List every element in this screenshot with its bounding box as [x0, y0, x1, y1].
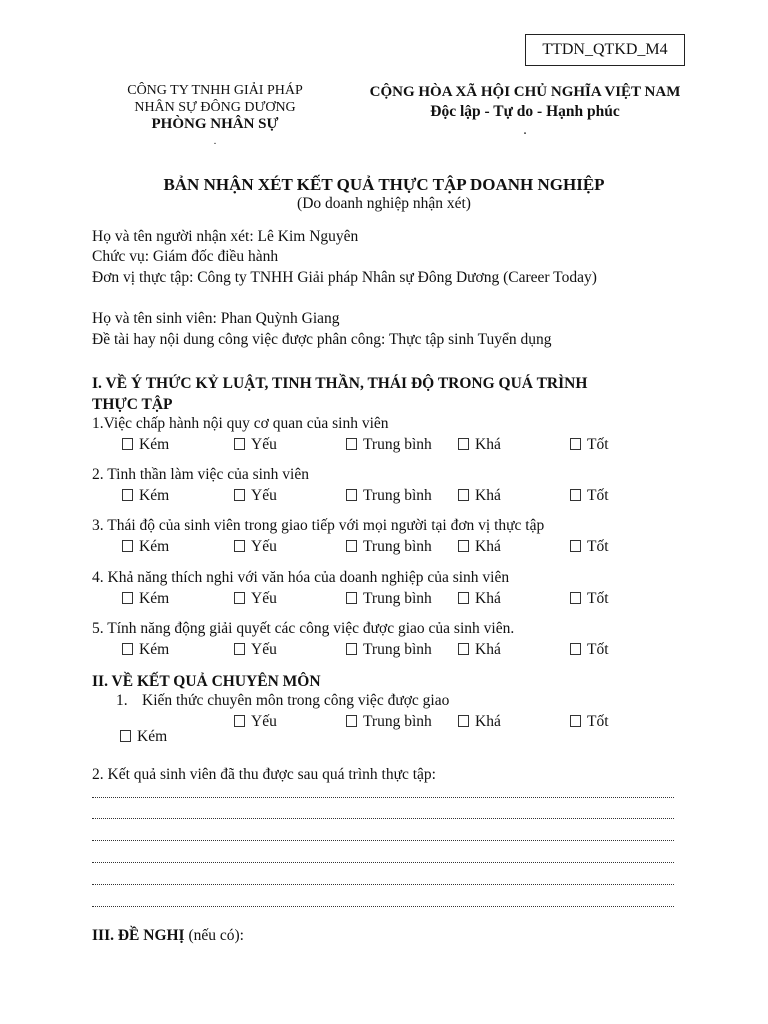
checkbox-icon[interactable]: [346, 540, 357, 552]
s2-question-1: Kiến thức chuyên môn trong công việc được giao: [142, 692, 450, 709]
form-code: TTDN_QTKD_M4: [542, 41, 668, 58]
checkbox-icon[interactable]: [122, 540, 133, 552]
checkbox-icon[interactable]: [234, 643, 245, 655]
company-name-line1: CÔNG TY TNHH GIẢI PHÁP: [127, 83, 303, 98]
checkbox-icon[interactable]: [122, 489, 133, 501]
question-4: 4. Khả năng thích nghi với văn hóa của doanh nghiệp của sinh viên: [92, 569, 510, 586]
section1-title-line2: THỰC TẬP: [92, 396, 173, 413]
q4-option-trung-binh[interactable]: Trung bình: [346, 590, 432, 608]
q2-option-kem[interactable]: Kém: [122, 487, 169, 505]
q5-option-yeu[interactable]: Yếu: [234, 641, 277, 659]
s2-question-2: 2. Kết quả sinh viên đã thu được sau quá trình thực tập:: [92, 766, 436, 783]
checkbox-icon[interactable]: [458, 438, 469, 450]
student-name: Họ và tên sinh viên: Phan Quỳnh Giang: [92, 310, 340, 327]
answer-line-2[interactable]: [92, 818, 674, 819]
q3-option-trung-binh[interactable]: Trung bình: [346, 538, 432, 556]
checkbox-icon[interactable]: [122, 592, 133, 604]
q2-option-trung-binh[interactable]: Trung bình: [346, 487, 432, 505]
checkbox-icon[interactable]: [346, 489, 357, 501]
checkbox-icon[interactable]: [234, 592, 245, 604]
checkbox-icon[interactable]: [120, 730, 131, 742]
national-header: [355, 82, 695, 142]
q4-option-yeu[interactable]: Yếu: [234, 590, 277, 608]
s2q1-option-kha[interactable]: Khá: [458, 713, 501, 731]
answer-line-4[interactable]: [92, 862, 674, 863]
q1-option-tot[interactable]: Tốt: [570, 436, 609, 454]
s2q1-option-yeu[interactable]: Yếu: [234, 713, 277, 731]
s2q1-option-trung-binh[interactable]: Trung bình: [346, 713, 432, 731]
q1-option-kem[interactable]: Kém: [122, 436, 169, 454]
checkbox-icon[interactable]: [234, 715, 245, 727]
question-2: 2. Tinh thần làm việc của sinh viên: [92, 466, 309, 483]
q3-option-yeu[interactable]: Yếu: [234, 538, 277, 556]
s2-question-1-number: 1.: [116, 692, 128, 709]
q5-option-kem[interactable]: Kém: [122, 641, 169, 659]
s2q1-option-kem[interactable]: Kém: [120, 728, 167, 746]
q1-option-kha[interactable]: Khá: [458, 436, 501, 454]
form-code-box: [525, 34, 685, 66]
section2-title: II. VỀ KẾT QUẢ CHUYÊN MÔN: [92, 673, 321, 690]
q4-option-tot[interactable]: Tốt: [570, 590, 609, 608]
q2-option-tot[interactable]: Tốt: [570, 487, 609, 505]
q2-option-kha[interactable]: Khá: [458, 487, 501, 505]
section3-note: (nếu có):: [188, 927, 244, 944]
answer-line-6[interactable]: [92, 906, 674, 907]
checkbox-icon[interactable]: [458, 489, 469, 501]
answer-line-1[interactable]: [92, 797, 674, 798]
checkbox-icon[interactable]: [458, 592, 469, 604]
checkbox-icon[interactable]: [458, 643, 469, 655]
q2-option-yeu[interactable]: Yếu: [234, 487, 277, 505]
section3-title: III. ĐỀ NGHỊ: [92, 927, 185, 944]
national-motto: Độc lập - Tự do - Hạnh phúc: [430, 103, 620, 120]
checkbox-icon[interactable]: [234, 438, 245, 450]
document-subtitle: (Do doanh nghiệp nhận xét): [297, 195, 471, 212]
document-title: BẢN NHẬN XÉT KẾT QUẢ THỰC TẬP DOANH NGHIỆP: [163, 175, 605, 194]
checkbox-icon[interactable]: [458, 540, 469, 552]
company-name-line2: NHÂN SỰ ĐÔNG DƯƠNG: [134, 100, 296, 115]
checkbox-icon[interactable]: [570, 715, 581, 727]
header-dot: .: [213, 136, 217, 147]
q1-option-trung-binh[interactable]: Trung bình: [346, 436, 432, 454]
checkbox-icon[interactable]: [346, 715, 357, 727]
section1-title: [92, 373, 587, 415]
section3-heading: [92, 927, 244, 945]
internship-unit: Đơn vị thực tập: Công ty TNHH Giải pháp Nhân sự Đông Dương (Career Today): [92, 269, 597, 286]
checkbox-icon[interactable]: [570, 540, 581, 552]
checkbox-icon[interactable]: [234, 540, 245, 552]
q5-option-trung-binh[interactable]: Trung bình: [346, 641, 432, 659]
checkbox-icon[interactable]: [346, 592, 357, 604]
company-header: [90, 82, 340, 150]
assigned-topic: Đề tài hay nội dung công việc được phân công: Thực tập sinh Tuyển dụng: [92, 331, 552, 348]
s2q1-option-tot[interactable]: Tốt: [570, 713, 609, 731]
reviewer-position: Chức vụ: Giám đốc điều hành: [92, 248, 279, 265]
answer-line-5[interactable]: [92, 884, 674, 885]
checkbox-icon[interactable]: [570, 643, 581, 655]
checkbox-icon[interactable]: [570, 438, 581, 450]
q4-option-kem[interactable]: Kém: [122, 590, 169, 608]
checkbox-icon[interactable]: [122, 438, 133, 450]
department-name: PHÒNG NHÂN SỰ: [151, 116, 279, 132]
q3-option-kha[interactable]: Khá: [458, 538, 501, 556]
checkbox-icon[interactable]: [346, 643, 357, 655]
checkbox-icon[interactable]: [570, 592, 581, 604]
checkbox-icon[interactable]: [346, 438, 357, 450]
checkbox-icon[interactable]: [234, 489, 245, 501]
question-5: 5. Tính năng động giải quyết các công việc được giao của sinh viên.: [92, 620, 515, 637]
q3-option-tot[interactable]: Tốt: [570, 538, 609, 556]
answer-line-3[interactable]: [92, 840, 674, 841]
question-3: 3. Thái độ của sinh viên trong giao tiếp với mọi người tại đơn vị thực tập: [92, 517, 545, 534]
reviewer-name: Họ và tên người nhận xét: Lê Kim Nguyên: [92, 228, 359, 245]
checkbox-icon[interactable]: [122, 643, 133, 655]
checkbox-icon[interactable]: [458, 715, 469, 727]
q1-option-yeu[interactable]: Yếu: [234, 436, 277, 454]
motto-dot: .: [523, 126, 527, 137]
q5-option-tot[interactable]: Tốt: [570, 641, 609, 659]
national-title: CỘNG HÒA XÃ HỘI CHỦ NGHĨA VIỆT NAM: [369, 84, 681, 100]
q3-option-kem[interactable]: Kém: [122, 538, 169, 556]
question-1: 1.Việc chấp hành nội quy cơ quan của sinh viên: [92, 415, 389, 432]
section1-title-line1: I. VỀ Ý THỨC KỶ LUẬT, TINH THẦN, THÁI ĐỘ TRONG QUÁ TRÌNH: [92, 375, 588, 392]
q5-option-kha[interactable]: Khá: [458, 641, 501, 659]
q4-option-kha[interactable]: Khá: [458, 590, 501, 608]
checkbox-icon[interactable]: [570, 489, 581, 501]
